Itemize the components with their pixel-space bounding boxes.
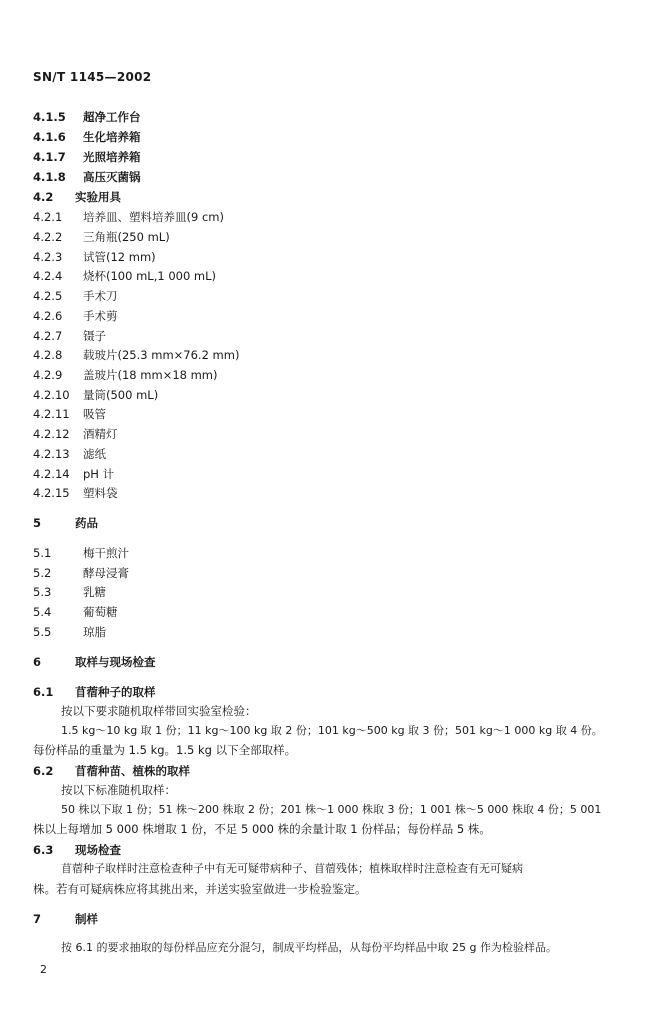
- list-item: 4.2.4 烧杯(100 mL,1 000 mL): [33, 269, 217, 283]
- list-item: 4.1.7 光照培养箱: [33, 150, 141, 164]
- list-item: 4.2.13 滤纸: [33, 447, 106, 461]
- list-item: 5.1 梅干煎汁: [33, 546, 129, 560]
- list-item: 4.2.10 量筒(500 mL): [33, 388, 159, 402]
- list-item: 4.2.15 塑料袋: [33, 486, 118, 500]
- list-item: 4.2.8 载玻片(25.3 mm×76.2 mm): [33, 348, 240, 362]
- list-item: 4.1.5 超净工作台: [33, 110, 141, 124]
- paragraph: 株。若有可疑病株应将其挑出来，并送实验室做进一步检验鉴定。: [33, 882, 367, 896]
- list-item: 4.2.6 手术剪: [33, 309, 118, 323]
- paragraph: 1.5 kg～10 kg 取 1 份；11 kg～100 kg 取 2 份；101 kg～500 kg 取 3 份；501 kg～1 000 kg 取 4 份。: [61, 724, 603, 737]
- section-heading-7: 7 制样: [33, 912, 98, 926]
- paragraph: 50 株以下取 1 份；51 株～200 株取 2 份；201 株～1 000 株取 3 份；1 001 株～5 000 株取 4 份；5 001: [61, 803, 602, 816]
- list-item: 4.2.5 手术刀: [33, 289, 118, 303]
- list-item: 4.2.14 pH 计: [33, 467, 115, 481]
- paragraph: 每份样品的重量为 1.5 kg。1.5 kg 以下全部取样。: [33, 743, 297, 757]
- list-item: 4.2.12 酒精灯: [33, 427, 118, 441]
- paragraph: 按以下要求随机取样带回实验室检验：: [61, 704, 257, 718]
- section-heading-5: 5 药品: [33, 516, 98, 530]
- list-item: 5.5 琼脂: [33, 625, 106, 639]
- list-item: 4.2.7 镊子: [33, 329, 106, 343]
- paragraph: 株以上每增加 5 000 株增取 1 份，不足 5 000 株的余量计取 1 份样品；每份样品 5 株。: [33, 822, 491, 836]
- list-item: 5.3 乳糖: [33, 585, 106, 599]
- list-item: 4.2.2 三角瓶(250 mL): [33, 230, 170, 244]
- list-item: 4.2.9 盖玻片(18 mm×18 mm): [33, 368, 218, 382]
- subsection-heading-6-1: 6.1 苜蓿种子的取样: [33, 685, 156, 699]
- list-item: 4.1.8 高压灭菌锅: [33, 170, 141, 184]
- page-number: 2: [40, 963, 47, 976]
- section-heading-4-2: 4.2 实验用具: [33, 190, 121, 204]
- list-item: 4.1.6 生化培养箱: [33, 130, 141, 144]
- list-item: 5.2 酵母浸膏: [33, 566, 129, 580]
- list-item: 5.4 葡萄糖: [33, 605, 118, 619]
- section-heading-6: 6 取样与现场检查: [33, 655, 156, 669]
- paragraph: 按 6.1 的要求抽取的每份样品应充分混匀，制成平均样品，从每份平均样品中取 25 g 作为检验样品。: [61, 941, 557, 954]
- list-item: 4.2.1 培养皿、塑料培养皿(9 cm): [33, 210, 224, 224]
- standard-number: SN/T 1145—2002: [33, 70, 152, 84]
- paragraph: 苜蓿种子取样时注意检查种子中有无可疑带病种子、苜蓿残体；植株取样时注意检查有无可疑病: [61, 862, 523, 875]
- subsection-heading-6-3: 6.3 现场检查: [33, 843, 121, 857]
- subsection-heading-6-2: 6.2 苜蓿种苗、植株的取样: [33, 764, 190, 778]
- paragraph: 按以下标准随机取样：: [61, 783, 176, 797]
- list-item: 4.2.3 试管(12 mm): [33, 250, 156, 264]
- list-item: 4.2.11 吸管: [33, 407, 106, 421]
